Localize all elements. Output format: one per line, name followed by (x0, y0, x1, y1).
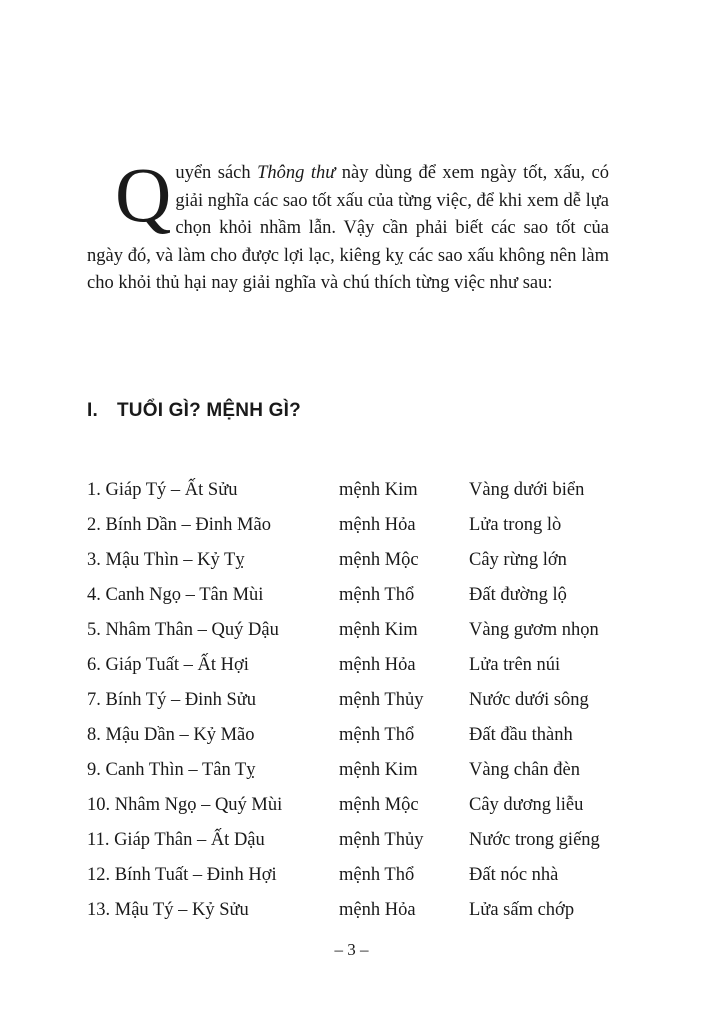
section-title: TUỔI GÌ? MỆNH GÌ? (117, 400, 301, 421)
drop-cap: Q (115, 151, 172, 238)
element-cell: mệnh Thổ (339, 725, 415, 745)
age-pair-cell: 13. Mậu Tý – Kỷ Sửu (87, 900, 249, 920)
description-cell: Vàng chân đèn (469, 760, 580, 780)
section-heading (87, 400, 301, 422)
description-cell: Đất đường lộ (469, 585, 567, 605)
age-pair-cell: 1. Giáp Tý – Ất Sửu (87, 480, 238, 500)
element-cell: mệnh Thủy (339, 690, 424, 710)
description-cell: Đất đầu thành (469, 725, 573, 745)
description-cell: Đất nóc nhà (469, 865, 559, 885)
age-pair-cell: 4. Canh Ngọ – Tân Mùi (87, 585, 264, 605)
element-cell: mệnh Mộc (339, 795, 419, 815)
element-cell: mệnh Kim (339, 620, 418, 640)
section-number: I. (87, 400, 98, 421)
element-cell: mệnh Hỏa (339, 900, 416, 920)
intro-text-rest: này dùng để xem ngày tốt, xấu, có giải nghĩa các sao tốt xấu của từng việc, để khi xem dễ lựa chọn khỏi nhầm lẫn. Vậy cần phải biết các sao tốt của ngày đó, và làm cho được lợi lạc, kiêng kỵ các sao xấu không nên làm cho khỏi thủ hại nay giải nghĩa và chú thích từng việc như sau: (87, 163, 609, 293)
age-pair-cell: 5. Nhâm Thân – Quý Dậu (87, 620, 279, 640)
description-cell: Cây rừng lớn (469, 550, 567, 570)
age-pair-cell: 9. Canh Thìn – Tân Tỵ (87, 760, 256, 780)
description-cell: Lửa sấm chớp (469, 900, 575, 920)
element-cell: mệnh Thủy (339, 830, 424, 850)
element-cell: mệnh Thổ (339, 865, 415, 885)
element-cell: mệnh Hỏa (339, 515, 416, 535)
age-pair-cell: 11. Giáp Thân – Ất Dậu (87, 830, 265, 850)
age-pair-cell: 2. Bính Dần – Đinh Mão (87, 515, 271, 535)
element-cell: mệnh Kim (339, 760, 418, 780)
age-pair-cell: 12. Bính Tuất – Đinh Hợi (87, 865, 277, 885)
description-cell: Vàng dưới biển (469, 480, 585, 500)
description-cell: Nước dưới sông (469, 690, 589, 710)
book-title: Thông thư (257, 163, 336, 183)
element-cell: mệnh Mộc (339, 550, 419, 570)
description-cell: Vàng gươm nhọn (469, 620, 599, 640)
intro-paragraph (87, 151, 609, 298)
description-cell: Nước trong giếng (469, 830, 600, 850)
element-cell: mệnh Kim (339, 480, 418, 500)
description-cell: Lửa trong lò (469, 515, 562, 535)
age-pair-cell: 3. Mậu Thìn – Kỷ Tỵ (87, 550, 245, 570)
page-number: – 3 – (334, 940, 369, 959)
age-pair-cell: 7. Bính Tý – Đinh Sửu (87, 690, 257, 710)
age-pair-cell: 8. Mậu Dần – Kỷ Mão (87, 725, 255, 745)
intro-text-start: uyển sách (175, 163, 258, 183)
element-cell: mệnh Hỏa (339, 655, 416, 675)
description-cell: Lửa trên núi (469, 655, 561, 675)
age-pair-cell: 6. Giáp Tuất – Ất Hợi (87, 655, 249, 675)
age-pair-cell: 10. Nhâm Ngọ – Quý Mùi (87, 795, 283, 815)
description-cell: Cây dương liễu (469, 795, 584, 815)
element-cell: mệnh Thổ (339, 585, 415, 605)
